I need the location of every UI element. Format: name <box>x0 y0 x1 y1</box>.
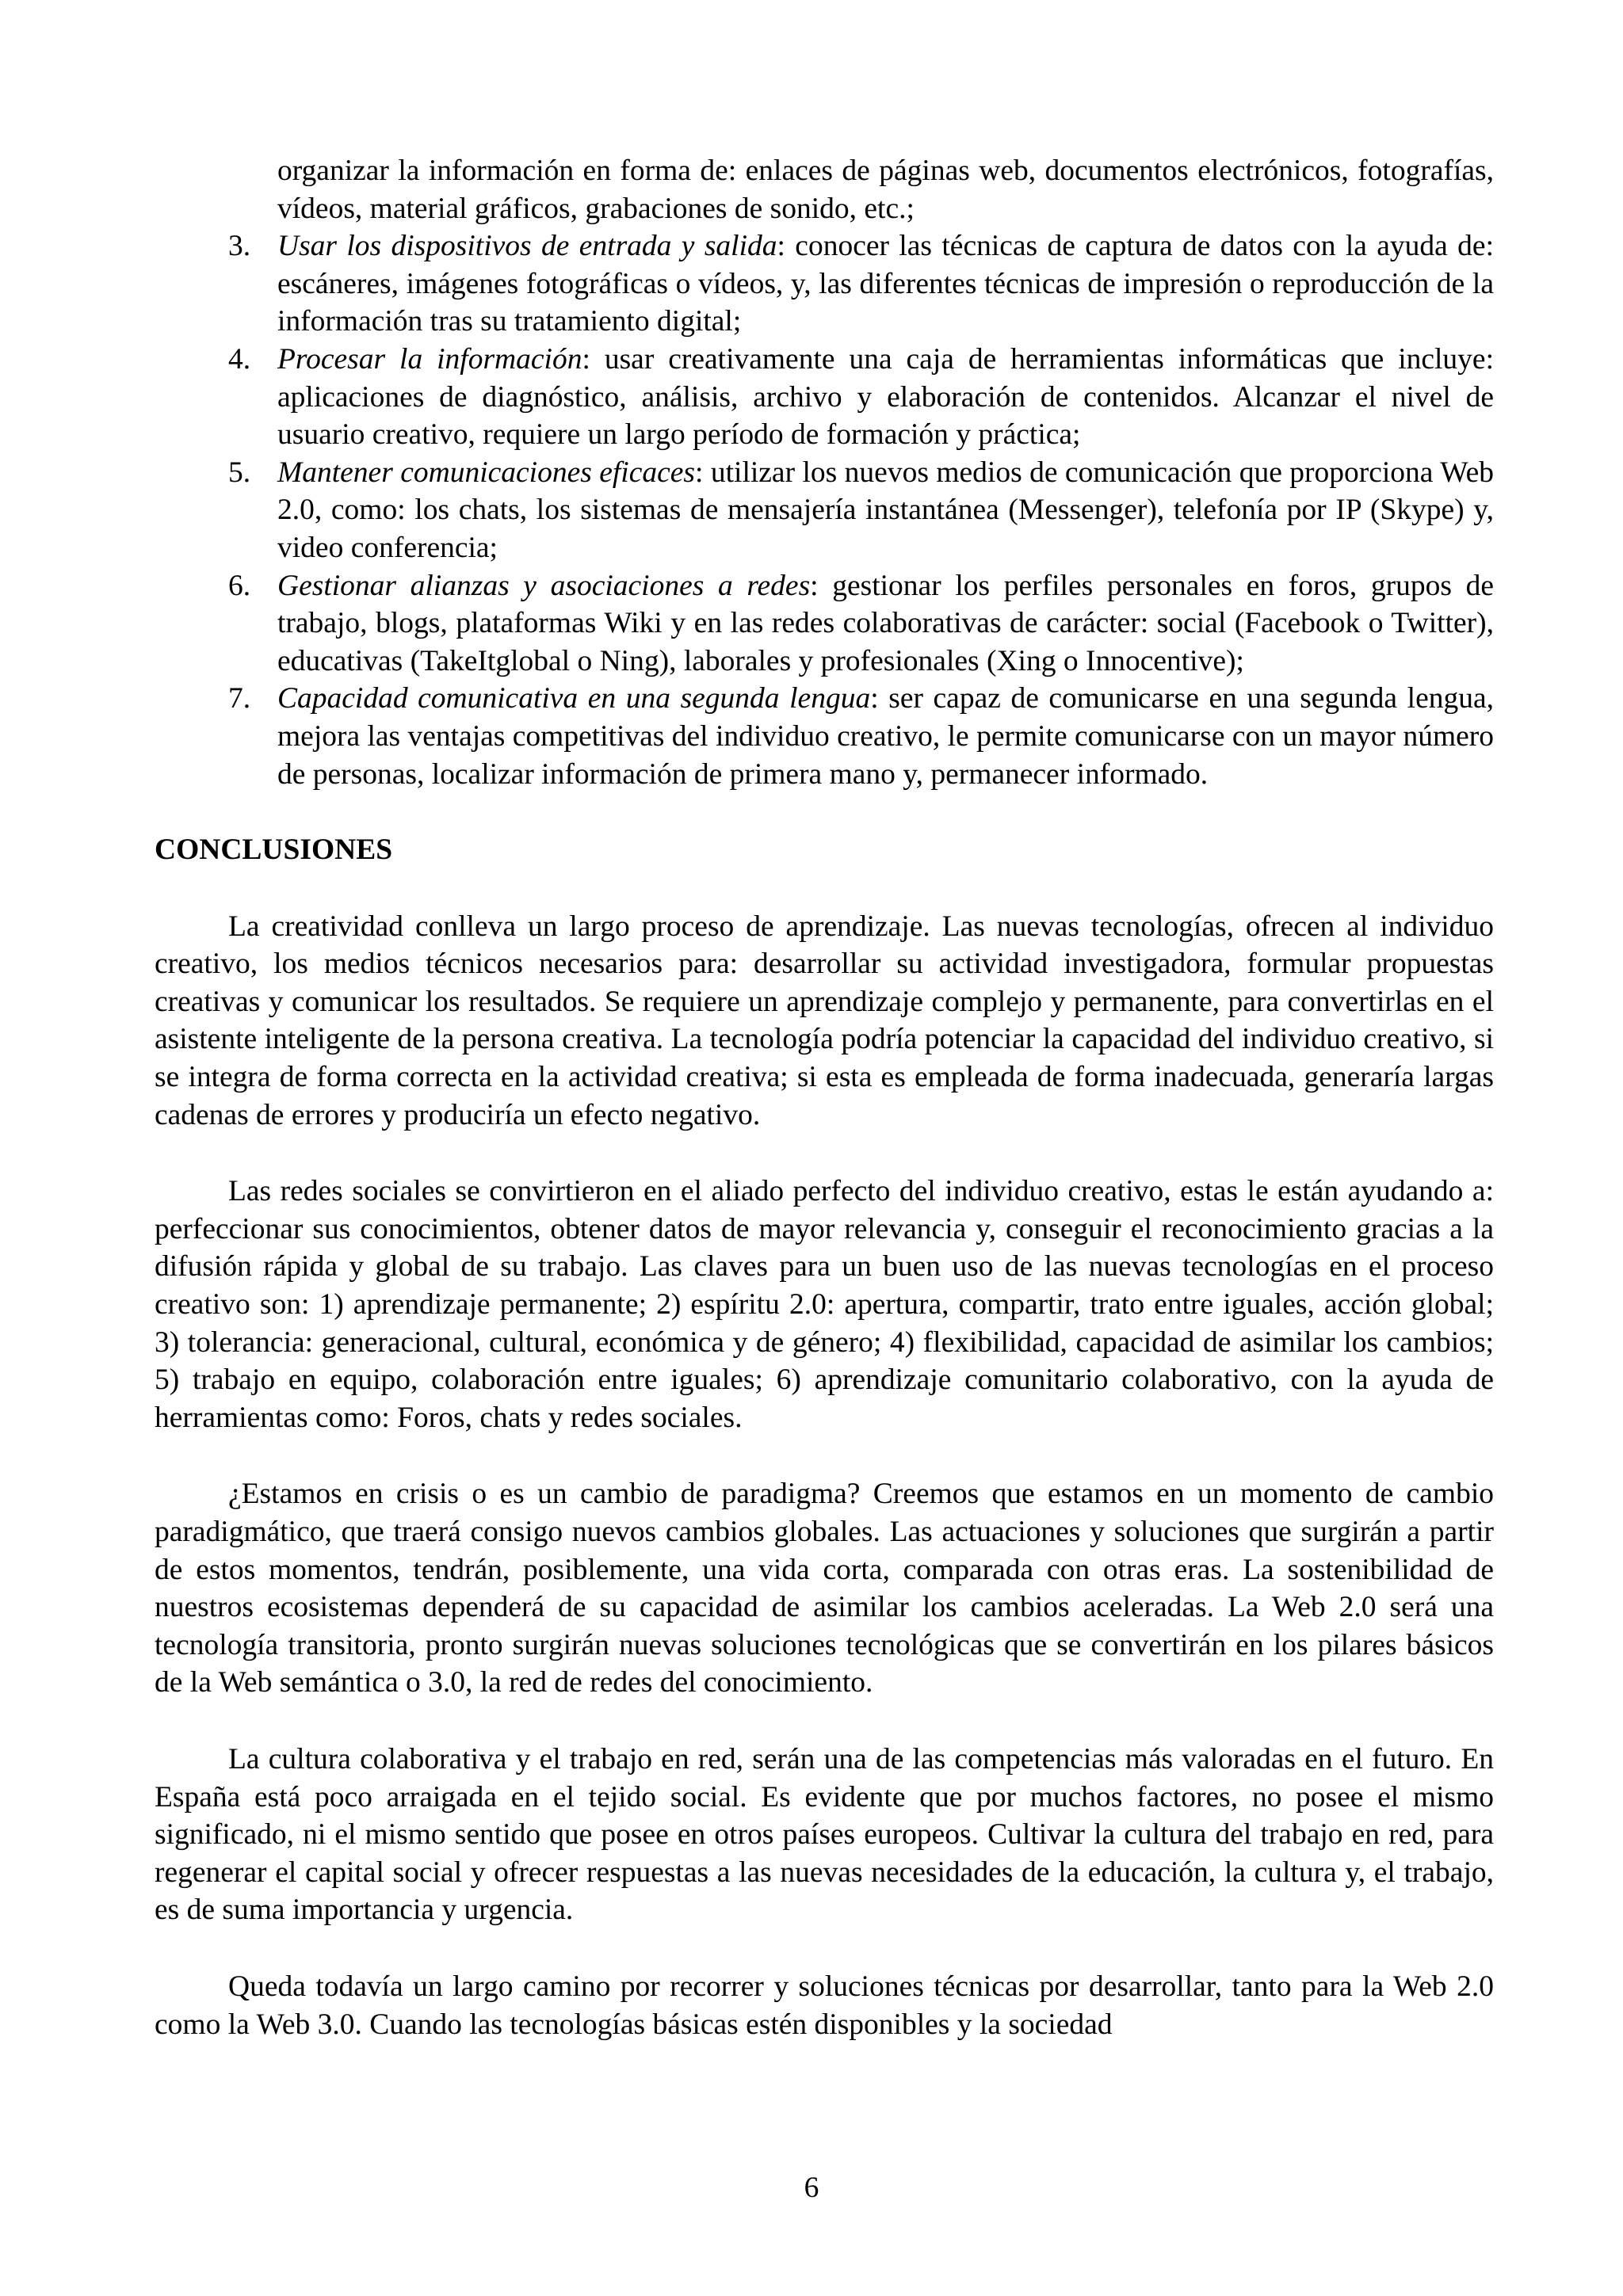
body-paragraph: La cultura colaborativa y el trabajo en red, serán una de las competencias más valoradas en el futuro. En España está poco arraigada en el tejido social. Es evidente que por muchos factores, no posee el mismo significado, ni el mismo sentido que posee en otros países europeos. Cultivar la cultura del trabajo en red, para regenerar el capital social y ofrecer respuestas a las nuevas necesidades de la educación, la cultura y, el trabajo, es de suma importancia y urgencia. <box>155 1742 1494 1927</box>
list-item <box>155 454 1494 567</box>
list-item <box>155 341 1494 454</box>
body-paragraph: Queda todavía un largo camino por recorrer y soluciones técnicas por desarrollar, tanto para la Web 2.0 como la Web 3.0. Cuando las tecnologías básicas estén disponibles y la sociedad <box>155 1970 1494 2041</box>
section-heading: CONCLUSIONES <box>155 833 393 867</box>
list-item-title: Capacidad comunicativa en una segunda lengua <box>277 682 871 715</box>
document-page <box>155 152 1494 2043</box>
list-item-title: Mantener comunicaciones eficaces <box>277 456 695 489</box>
list-item-number: 7. <box>228 682 251 715</box>
body-paragraph: La creatividad conlleva un largo proceso de aprendizaje. Las nuevas tecnologías, ofrecen al individuo creativo, los medios técnicos necesarios para: desarrollar su actividad investigadora, formular propuestas creativas y comunicar los resultados. Se requiere un aprendizaje complejo y permanente, para convertirlas en el asistente inteligente de la persona creativa. La tecnología podría potenciar la capacidad del individuo creativo, si se integra de forma correcta en la actividad creativa; si esta es empleada de forma inadecuada, generaría largas cadenas de errores y produciría un efecto negativo. <box>155 910 1494 1131</box>
list-item-text: : gestionar los perfiles personales en foros, grupos de trabajo, blogs, plataformas Wiki y en las redes colaborativas de carácter: social (Facebook o Twitter), educativas (TakeItglobal o Ning), laborales y profesionales (Xing o Innocentive); <box>277 569 1494 677</box>
list-item <box>155 227 1494 341</box>
list-item-text: : ser capaz de comunicarse en una segunda lengua, mejora las ventajas competitivas del individuo creativo, le permite comunicarse con un mayor número de personas, localizar información de primera mano y, permanecer informado. <box>277 682 1494 791</box>
list-item-title: Procesar la información <box>277 342 582 376</box>
list-item-text: : utilizar los nuevos medios de comunicación que proporciona Web 2.0, como: los chats, los sistemas de mensajería instantánea (Messenger), telefonía por IP (Skype) y, video conferencia; <box>277 456 1494 564</box>
list-item-text: : usar creativamente una caja de herramientas informáticas que incluye: aplicaciones de diagnóstico, análisis, archivo y elaboración de contenidos. Alcanzar el nivel de usuario creativo, requiere un largo período de formación y práctica; <box>277 342 1494 452</box>
list-item-number: 3. <box>228 230 251 263</box>
list-item-text: : conocer las técnicas de captura de datos con la ayuda de: escáneres, imágenes fotográficas o vídeos, y, las diferentes técnicas de impresión o reproducción de la información tras su tratamiento digital; <box>277 230 1494 338</box>
list-item-number: 5. <box>228 456 251 489</box>
list-item <box>155 567 1494 681</box>
body-paragraph: ¿Estamos en crisis o es un cambio de paradigma? Creemos que estamos en un momento de cambio paradigmático, que traerá consigo nuevos cambios globales. Las actuaciones y soluciones que surgirán a partir de estos momentos, tendrán, posiblemente, una vida corta, comparada con otras eras. La sostenibilidad de nuestros ecosistemas dependerá de su capacidad de asimilar los cambios aceleradas. La Web 2.0 será una tecnología transitoria, pronto surgirán nuevas soluciones tecnológicas que se convertirán en los pilares básicos de la Web semántica o 3.0, la red de redes del conocimiento. <box>155 1478 1494 1699</box>
list-item <box>155 680 1494 793</box>
list-item-title: Usar los dispositivos de entrada y salida <box>277 230 777 263</box>
list-item-number: 6. <box>228 569 251 602</box>
list-item-title: Gestionar alianzas y asociaciones a redes <box>277 569 811 602</box>
page-number: 6 <box>804 2172 819 2204</box>
list-continuation-text: organizar la información en forma de: enlaces de páginas web, documentos electrónicos, fotografías, vídeos, material gráficos, grabaciones de sonido, etc.; <box>277 154 1494 225</box>
body-paragraph: Las redes sociales se convirtieron en el aliado perfecto del individuo creativo, estas le están ayudando a: perfeccionar sus conocimientos, obtener datos de mayor relevancia y, conseguir el reconocimiento gracias a la difusión rápida y global de su trabajo. Las claves para un buen uso de las nuevas tecnologías en el proceso creativo son: 1) aprendizaje permanente; 2) espíritu 2.0: apertura, compartir, trato entre iguales, acción global; 3) tolerancia: generacional, cultural, económica y de género; 4) flexibilidad, capacidad de asimilar los cambios; 5) trabajo en equipo, colaboración entre iguales; 6) aprendizaje comunitario colaborativo, con la ayuda de herramientas como: Foros, chats y redes sociales. <box>155 1175 1494 1434</box>
list-item-number: 4. <box>228 342 251 376</box>
